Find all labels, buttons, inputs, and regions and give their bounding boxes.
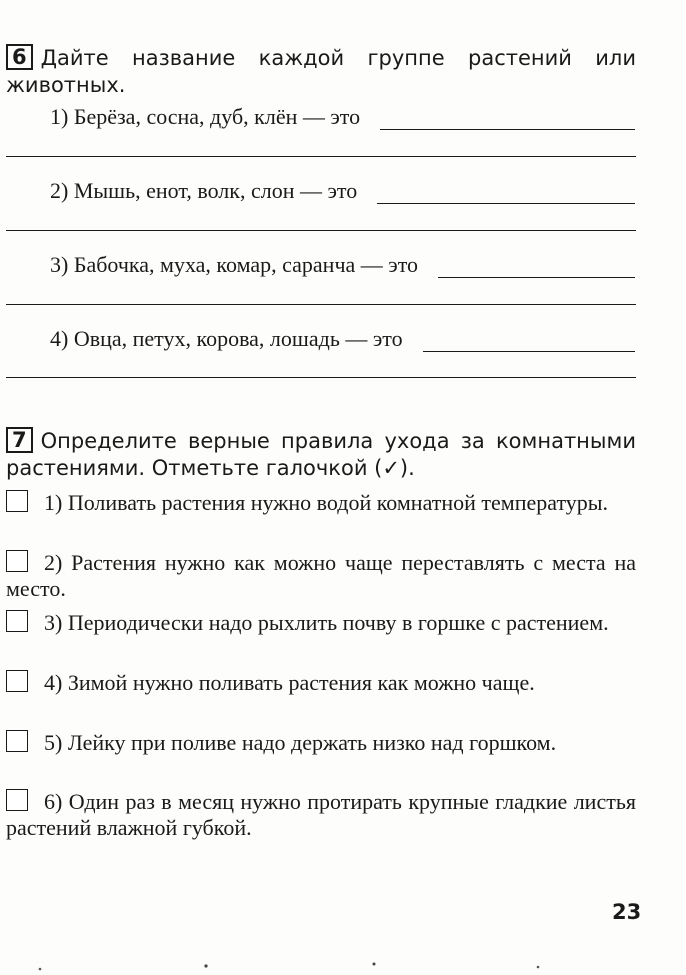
answer-blank[interactable]	[380, 111, 635, 130]
rule-text: 1) Поливать растения нужно водой комнатной температуры.	[44, 490, 609, 515]
rule-text: 5) Лейку при поливе надо держать низко над горшком.	[44, 730, 557, 755]
rule-text: 2) Растения нужно как можно чаще переставлять с места на место.	[6, 550, 636, 601]
checkbox[interactable]	[6, 670, 28, 692]
answer-blank[interactable]	[423, 333, 635, 352]
answer-line[interactable]	[6, 156, 636, 157]
rule-item-2	[6, 550, 636, 602]
rule-item-3	[6, 610, 636, 636]
checkbox[interactable]	[6, 610, 28, 632]
checkbox[interactable]	[6, 490, 28, 512]
item-text: 3) Бабочка, муха, комар, саранча — это	[50, 252, 419, 277]
checkbox[interactable]	[6, 789, 28, 811]
task-6-header	[6, 44, 636, 99]
scan-specks	[0, 955, 686, 975]
task-6-item-4	[50, 326, 635, 352]
rule-item-5	[6, 730, 636, 756]
item-text: 4) Овца, петух, корова, лошадь — это	[50, 326, 403, 351]
answer-line[interactable]	[6, 304, 636, 305]
task-6-item-3	[50, 252, 635, 278]
task-number-badge: 7	[6, 427, 33, 453]
task-6-heading: Дайте название каждой группе растений или животных.	[6, 46, 636, 97]
checkbox[interactable]	[6, 550, 28, 572]
rule-item-4	[6, 670, 636, 696]
item-text: 2) Мышь, енот, волк, слон — это	[50, 178, 358, 203]
answer-line[interactable]	[6, 377, 636, 378]
rule-text: 3) Периодически надо рыхлить почву в горшке с растением.	[44, 610, 609, 635]
task-6-item-2	[50, 178, 635, 204]
task-number-badge: 6	[6, 44, 33, 70]
rule-text: 4) Зимой нужно поливать растения как можно чаще.	[44, 670, 535, 695]
item-text: 1) Берёза, сосна, дуб, клён — это	[50, 104, 361, 129]
task-7-heading: Определите верные правила ухода за комнатными растениями. Отметьте галочкой (✓).	[6, 429, 636, 480]
task-6-item-1	[50, 104, 635, 130]
answer-blank[interactable]	[438, 259, 635, 278]
rule-item-6	[6, 789, 636, 841]
checkbox[interactable]	[6, 730, 28, 752]
rule-text: 6) Один раз в месяц нужно протирать крупные гладкие листья растений влажной губкой.	[6, 789, 636, 840]
page-number: 23	[612, 900, 642, 924]
rule-item-1	[6, 490, 636, 516]
answer-line[interactable]	[6, 230, 636, 231]
answer-blank[interactable]	[377, 185, 635, 204]
task-7-header	[6, 427, 636, 482]
